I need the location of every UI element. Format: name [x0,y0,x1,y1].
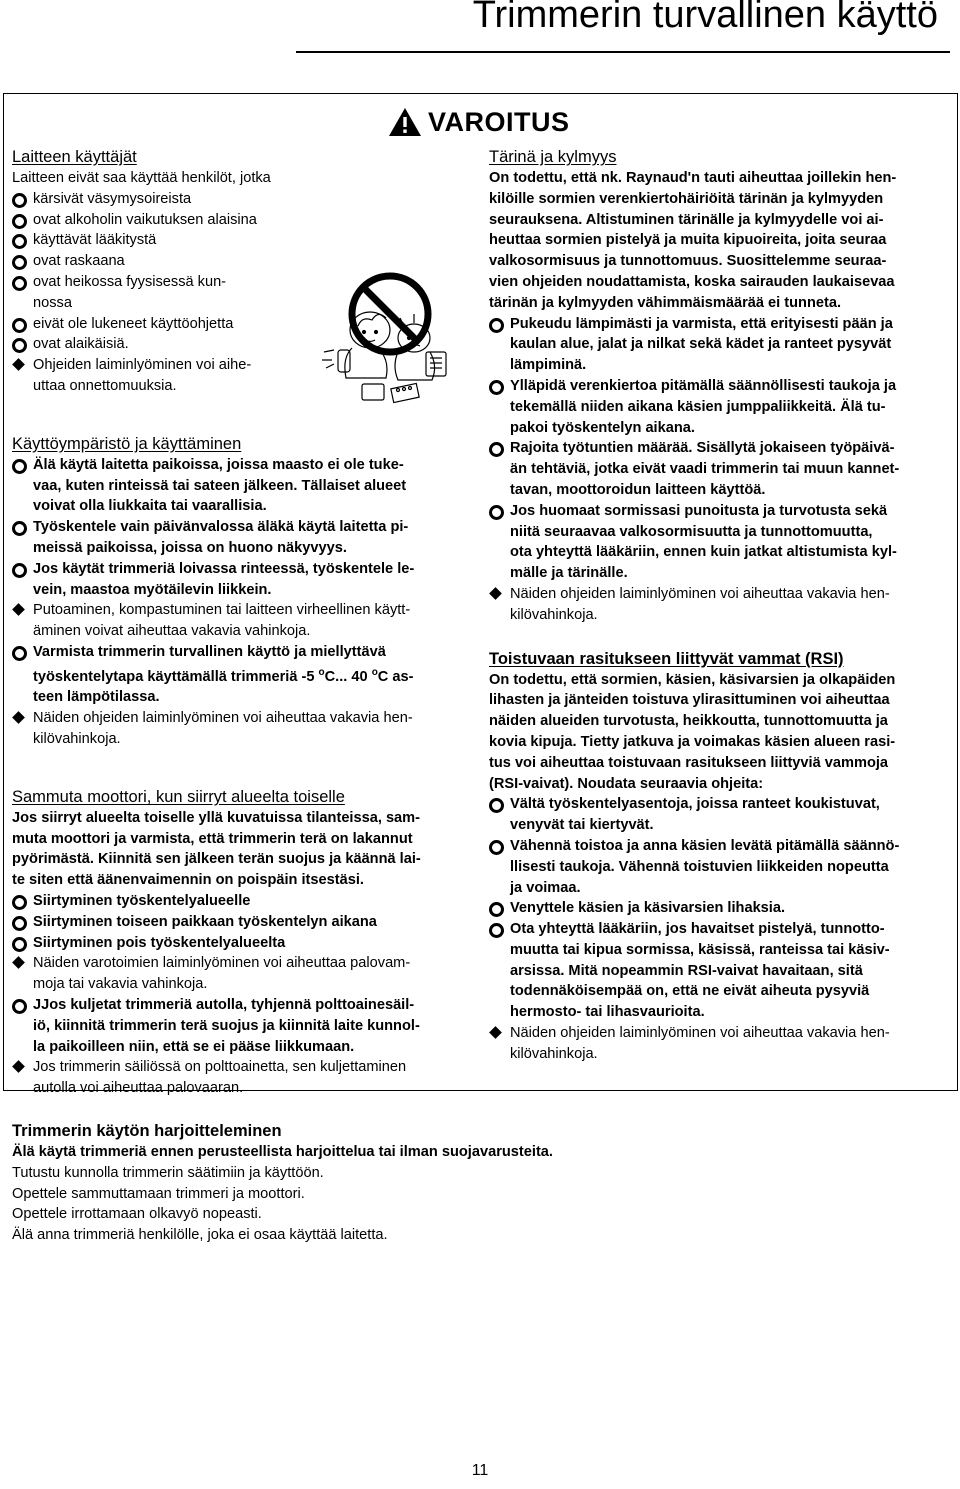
section-heading-rsi: Toistuvaan rasitukseen liittyvät vammat (RSI) [489,649,844,668]
list-item-text: hermosto- tai lihasvaurioita. [510,1004,705,1021]
section-heading-users: Laitteen käyttäjät [12,148,137,166]
list-item-text: ovat alkoholin vaikutuksen alaisina [33,211,257,228]
note-text: Näiden varotoimien laiminlyöminen voi aiheuttaa palovam- [33,955,411,972]
list-item-text: Jos käytät trimmeriä loivassa rinteessä, työskentele le- [33,560,415,577]
list-item-text: kärsivät väsymysoireista [33,190,192,207]
note-item [12,600,476,642]
list-item-text: Vältä työskentelyasentoja, joissa ranteet koukistuvat, [510,796,880,813]
note-text: uttaa onnettomuuksia. [33,377,177,394]
users-intro: Laitteen eivät saa käyttää henkilöt, jotka [12,170,271,186]
note-text: Ohjeiden laiminlyöminen voi aihe- [33,357,252,374]
list-item-text: muutta tai kipua sormissa, käsissä, ranteissa tai käsiv- [510,941,890,958]
note-text: kilövahinkoja. [33,730,121,747]
temp-text: C... 40 [324,668,372,685]
circle-bullet-icon [489,501,507,527]
list-item-text: nossa [33,294,72,311]
list-item [12,559,476,601]
degree-mark: o [371,666,378,678]
intro-text: muta moottori ja varmista, että trimmerin terä on lakannut [12,830,413,847]
list-item [12,210,476,231]
list-item-text: lämpiminä. [510,357,587,374]
intro-text: Jos siirryt alueelta toiselle yllä kuvatuissa tilanteissa, sam- [12,809,421,826]
list-item-text: Älä käytä laitetta paikoissa, joissa maasto ei ole tuke- [33,456,404,473]
practice-heading: Trimmerin käytön harjoitteleminen [12,1122,282,1140]
list-item-text: Siirtyminen toiseen paikkaan työskentelyn aikana [33,913,377,930]
list-item [489,438,953,500]
note-text: äminen voivat aiheuttaa vakavia vahinkoja. [33,623,311,640]
list-item-text: ovat raskaana [33,253,125,270]
list-item-text: Venyttele käsien ja käsivarsien lihaksia. [510,900,786,917]
list-item-text: käyttävät lääkitystä [33,232,157,249]
rsi-intro [489,670,953,795]
note-item [12,1057,476,1099]
circle-bullet-icon [12,642,30,668]
list-item-text: tavan, moottoroidun laitteen käyttöä. [510,481,766,498]
list-item-text: JJos kuljetat trimmeriä autolla, tyhjennä polttoainesäil- [33,996,415,1013]
intro-text: tus voi aiheuttaa toistuvaan rasitukseen liittyviä vammoja [489,754,889,771]
note-text: moja tai vakavia vahinkoja. [33,976,208,993]
intro-text: (RSI-vaivat). Noudata seuraavia ohjeita: [489,775,764,792]
list-item [12,933,476,954]
right-column [489,146,953,1065]
note-item [12,953,476,995]
diamond-bullet-icon [12,708,30,729]
note-item [12,355,476,397]
practice-line: Opettele irrottamaan olkavyö nopeasti. [12,1206,262,1223]
list-item-text: Siirtyminen työskentelyalueelle [33,892,251,909]
list-item [489,314,953,376]
list-item-text: mälle ja tärinälle. [510,565,628,582]
list-item [12,995,476,1057]
list-item-text: ota yhteyttä lääkäriin, ennen kuin jatkat altistumista kyl- [510,544,897,561]
section-heading-vibration: Tärinä ja kylmyys [489,148,617,166]
intro-text: seurauksena. Altistuminen tärinälle ja kylmyydelle voi ai- [489,211,884,228]
list-item-text: Rajoita työtuntien määrää. Sisällytä jokaiseen työpäivä- [510,440,895,457]
note-text: Näiden ohjeiden laiminlyöminen voi aiheuttaa vakavia hen- [33,710,413,727]
temp-text: C as- [377,668,414,685]
warning-triangle-icon [388,107,422,137]
note-text: kilövahinkoja. [510,606,598,623]
practice-bold-line: Älä käytä trimmeriä ennen perusteellista harjoittelua tai ilman suojavarusteita. [12,1144,553,1160]
intro-text: pyörimästä. Kiinnitä sen jälkeen terän suojus ja käännä lai- [12,851,421,868]
list-item-text: ovat heikossa fyysisessä kun- [33,273,227,290]
note-item [489,1023,953,1065]
list-item-text: llisesti taukoja. Vähennä toistuvien liikkeiden nopeutta [510,858,889,875]
engine-intro [12,808,476,891]
circle-bullet-icon [489,376,507,402]
practice-section [12,1120,912,1246]
circle-bullet-icon [12,995,30,1021]
page-title: Trimmerin turvallinen käyttö [472,0,938,36]
diamond-bullet-icon [489,1023,507,1044]
section-heading-environment: Käyttöympäristö ja käyttäminen [12,434,242,453]
list-item-text: än tehtäviä, jotka eivät vaadi trimmerin tai muun kannet- [510,461,900,478]
list-item-text: ja voimaa. [510,879,581,896]
circle-bullet-icon [12,272,30,298]
circle-bullet-icon [12,455,30,481]
warning-label: VAROITUS [428,106,570,137]
note-item [489,584,953,626]
list-item-text [33,663,476,688]
temp-text: työskentelytapa käyttämällä trimmeriä -5 [33,668,319,685]
list-item [12,251,476,272]
intro-text: heuttaa sormien pistelyä ja muita kipuoireita, joita seuraa [489,232,887,249]
list-item-text: todennäköisempää on, että ne eivät aiheuta pysyviä [510,983,870,1000]
circle-bullet-icon [489,794,507,820]
circle-bullet-icon [489,836,507,862]
list-item-text: ovat alaikäisiä. [33,336,129,353]
list-item [489,836,953,898]
list-item-text: Ota yhteyttä lääkäriin, jos havaitset pistelyä, tunnotto- [510,921,885,938]
warning-header [388,104,570,140]
practice-line: Tutustu kunnolla trimmerin säätimiin ja käyttöön. [12,1164,324,1181]
list-item [12,517,476,559]
list-item [489,794,953,836]
list-item-text: iö, kiinnitä trimmerin terä suojus ja kiinnitä laite kunnol- [33,1017,420,1034]
list-item-text: Pukeudu lämpimästi ja varmista, että erityisesti pään ja [510,315,893,332]
intro-text: näiden alueiden turvotusta, heikkoutta, tunnottomuutta ja [489,713,888,730]
diamond-bullet-icon [489,584,507,605]
note-text: autolla voi aiheuttaa palovaaran. [33,1080,244,1097]
intro-text: kilöille sormien verenkiertohäiriöitä tärinän ja kylmyyden [489,190,884,207]
intro-text: lihasten ja jänteiden toistuva ylirasittuminen voi aiheuttaa [489,692,890,709]
list-item-text: Varmista trimmerin turvallinen käyttö ja miellyttävä [33,643,386,660]
intro-text: tärinän ja kylmyyden vähimmäismäärää ei tunneta. [489,294,842,311]
list-item [12,912,476,933]
list-item-text: vaa, kuten rinteissä tai sateen jälkeen. Tällaiset alueet [33,477,407,494]
note-text: Putoaminen, kompastuminen tai laitteen virheellinen käytt- [33,602,411,619]
diamond-bullet-icon [12,1057,30,1078]
diamond-bullet-icon [12,355,30,376]
list-item [12,272,476,314]
diamond-bullet-icon [12,600,30,621]
note-text: Jos trimmerin säiliössä on polttoainetta, sen kuljettaminen [33,1059,407,1076]
circle-bullet-icon [489,314,507,340]
list-item-text: meissä paikoissa, joissa on huono näkyvyys. [33,539,347,556]
list-item-text: tekemällä niiden aikana käsien jumppaliikkeitä. Älä tu- [510,398,886,415]
list-item-text: Siirtyminen pois työskentelyalueelta [33,934,286,951]
list-item [12,455,476,517]
note-text: Näiden ohjeiden laiminlyöminen voi aiheuttaa vakavia hen- [510,1025,890,1042]
note-text: Näiden ohjeiden laiminlyöminen voi aiheuttaa vakavia hen- [510,585,890,602]
intro-text: On todettu, että nk. Raynaud'n tauti aiheuttaa joillekin hen- [489,170,897,186]
title-rule [296,51,950,53]
list-item [12,230,476,251]
circle-bullet-icon [12,559,30,585]
section-heading-engine: Sammuta moottori, kun siirryt alueelta toiselle [12,787,345,806]
practice-line: Opettele sammuttamaan trimmeri ja moottori. [12,1185,305,1202]
practice-line: Älä anna trimmeriä henkilölle, joka ei osaa käyttää laitetta. [12,1227,388,1244]
list-item-text: eivät ole lukeneet käyttöohjetta [33,315,234,332]
list-item [489,501,953,584]
page-number: 11 [471,1462,489,1479]
list-item-text: venyvät tai kiertyvät. [510,817,654,834]
list-item-text: Jos huomaat sormissasi punoitusta ja turvotusta sekä [510,502,888,519]
intro-text: vien ohjeiden noudattamista, koska sairauden laukaisevaa [489,273,895,290]
list-item [12,642,476,708]
list-item-text: la paikoilleen niin, että se ei pääse liikkumaan. [33,1038,355,1055]
left-column [12,146,476,1099]
intro-text: valkosormisuus ja tunnottomuus. Suosittelemme seuraa- [489,253,887,270]
degree-mark: o [318,666,325,678]
list-item-text: vein, maastoa myötäilevin liikkein. [33,581,272,598]
intro-text: kovia kipuja. Tietty jatkuva ja voimakas käsien alueen rasi- [489,733,896,750]
vibration-intro [489,168,953,314]
circle-bullet-icon [12,517,30,543]
list-item [489,376,953,438]
note-item [12,708,476,750]
list-item-text: niitä seuraavaa valkosormisuutta ja tunnottomuutta, [510,523,873,540]
list-item [489,919,953,1023]
list-item [12,334,476,355]
intro-text: te siten että äänenvaimennin on poispäin itsestäsi. [12,872,364,889]
intro-text: On todettu, että sormien, käsien, käsivarsien ja olkapäiden [489,671,896,688]
list-item-text: Vähennä toistoa ja anna käsien levätä pitämällä säännö- [510,837,900,854]
list-item [12,891,476,912]
list-item-text: arsissa. Mitä nopeammin RSI-vaivat havaitaan, sitä [510,962,863,979]
list-item [12,189,476,210]
note-text: kilövahinkoja. [510,1045,598,1062]
list-item-text: Työskentele vain päivänvalossa äläkä käytä laitetta pi- [33,519,409,536]
list-item-text: Ylläpidä verenkiertoa pitämällä säännöllisesti taukoja ja [510,377,897,394]
diamond-bullet-icon [12,953,30,974]
list-item [489,898,953,919]
list-item-text: pakoi työskentelyn aikana. [510,419,695,436]
circle-bullet-icon [489,919,507,945]
circle-bullet-icon [489,438,507,464]
list-item-text: kaulan alue, jalat ja nilkat sekä kädet ja ranteet pysyvät [510,336,892,353]
list-item-text: teen lämpötilassa. [33,689,160,706]
list-item-text: voivat olla liukkaita tai vaarallisia. [33,498,267,515]
list-item [12,314,476,335]
